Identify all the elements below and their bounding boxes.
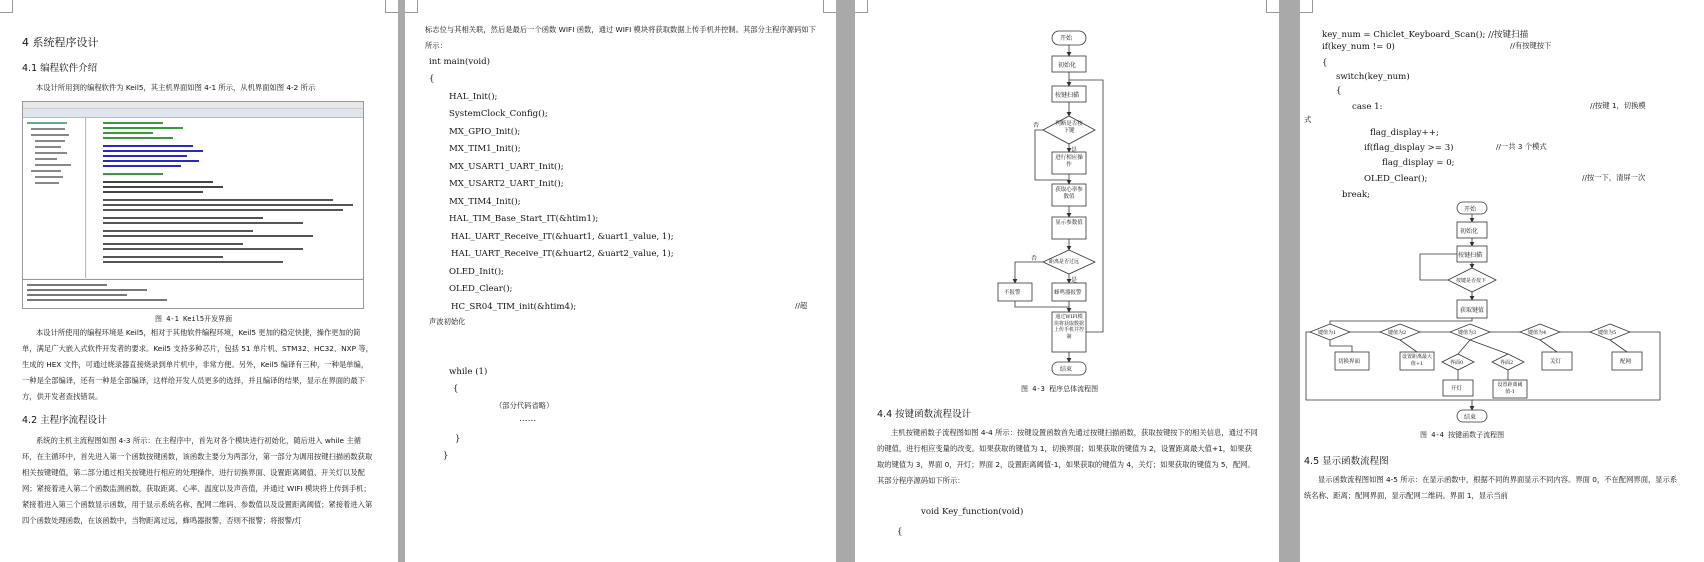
section-heading: 4.5 显示函数流程图	[1304, 456, 1389, 467]
fc-scan: 按键扫描	[1458, 252, 1483, 259]
flow-acquire: 获取心率参数值	[1055, 187, 1083, 200]
paragraph: 系统的主机主流程图如图 4-3 所示：在主程序中，首先对各个模块进行初始化，随后进入 while 主循环，在主循环中，首先进入第一个函数按键函数，该函数主要分为两部分，第一部分为调用按键扫描函数获取相关按键键值，第二部分通过相关按键进行相应的处理操作，进行切换界面、设置距离阈值、开关灯以及配网；紧接着进入第二个函数监测函数，获取距离、心率、温度以及声音值，并通过 WIFI 模块将上传到手机；紧接着进入第三个函数显示函数，用于显示系统名称、配网二维码、参数值以及设置距离阈值；紧接着进入第四个函数处理函数，在该函数中，当物距离过远，蜂鸣器报警，否则不报警；将报警/灯	[22, 436, 373, 525]
code-line: HAL_UART_Receive_IT(&huart1, &uart1_value, 1);	[451, 232, 674, 242]
code-line: {	[1336, 86, 1342, 96]
code-line: {	[897, 527, 903, 537]
code-line: MX_USART1_UART_Init();	[449, 162, 564, 172]
code-line: HAL_TIM_Base_Start_IT(&htim1);	[449, 214, 599, 224]
code-line: MX_TIM4_Init();	[449, 197, 521, 207]
fc-setminus: 设置距离阈值-1	[1497, 382, 1523, 395]
code-line: break;	[1342, 190, 1370, 200]
code-line: flag_display++;	[1370, 128, 1439, 138]
fc-switch: 切换界面	[1338, 359, 1361, 365]
flow-display: 显示参数值	[1055, 220, 1083, 226]
code-line: {	[429, 74, 435, 84]
code-comment: //按一下，清屏一次	[1582, 173, 1646, 182]
code-comment: //超	[795, 301, 808, 310]
figure-caption: 图 4-1 Keil5开发界面	[155, 315, 233, 323]
paragraph: 本设计所用到的编程软件为 Keil5，其主机界面如图 4-1 所示，从机界面如图 4-2 所示	[36, 83, 316, 92]
code-comment: 声波初始化	[429, 317, 466, 326]
flow-wifi: 通过WIFI模块将获取数据上传手机并控制	[1053, 314, 1084, 340]
ide-toolbar	[23, 109, 363, 118]
code-line: OLED_Init();	[449, 267, 504, 277]
fc-k1: 键值为1	[1318, 330, 1337, 336]
crop-mark	[823, 0, 836, 13]
fc-get: 获取键值	[1460, 307, 1485, 314]
code-line: MX_TIM1_Init();	[449, 144, 521, 154]
fc-k5: 键值为5	[1598, 330, 1617, 336]
code-line: case 1:	[1352, 102, 1383, 112]
crop-mark	[385, 0, 398, 13]
flow-keyscan: 按键扫描	[1055, 92, 1080, 99]
flow-init: 初始化	[1058, 62, 1077, 69]
fc-light: 开灯	[1451, 386, 1463, 392]
fc-k2: 键值为2	[1388, 330, 1407, 336]
flow-distance: 距离是否过远	[1049, 259, 1080, 265]
ide-menubar	[23, 102, 363, 109]
code-line: int main(void)	[429, 57, 491, 67]
code-line: switch(key_num)	[1336, 72, 1410, 82]
code-comment: //按键 1，切换模	[1590, 101, 1646, 110]
code-line: MX_GPIO_Init();	[449, 127, 521, 137]
code-ellipsis: ……	[519, 414, 537, 424]
code-line: HAL_UART_Receive_IT(&huart2, &uart2_value, 1);	[451, 249, 674, 259]
fc-init: 初始化	[1460, 228, 1479, 235]
code-comment: //一共 3 个模式	[1496, 142, 1547, 151]
keil-screenshot	[22, 101, 364, 309]
document-page-1	[0, 0, 398, 562]
document-page-4	[1300, 0, 1704, 562]
paragraph: 主机按键函数子流程图如图 4-4 所示：按键设置函数首先通过按键扫描函数，获取按键按下的相关信息，通过不同的键值，进行相应变量的改变。如果获取的键值为 1，切换界面；如果获取的键值为 2，设置距离最大值+1，如果获取的键值为 3，界面 0，开灯；界面 2，设置距离阈值-1，如果获取的键值为 4，关灯；如果获取的键值为 5，配网。其部分程序源码如下所示：	[877, 428, 1258, 485]
crop-mark	[1300, 0, 1313, 13]
fc-if0: 界面0	[1450, 360, 1464, 366]
flow-alarm: 蜂鸣器报警	[1054, 290, 1082, 296]
flow-process: 进行相应操作	[1055, 155, 1083, 168]
code-omitted-note: （部分代码省略）	[495, 401, 554, 410]
code-line: OLED_Clear();	[449, 284, 513, 294]
flow-yes-label: 是	[1071, 147, 1078, 154]
section-heading: 4.1 编程软件介绍	[22, 63, 98, 74]
fc-if2: 界面2	[1500, 360, 1514, 366]
code-line: MX_USART2_UART_Init();	[449, 179, 564, 189]
paragraph: 本设计所使用的编程环境是 Keil5，相对于其他软件编程环境，Keil5 更加的稳定快捷，操作更加的简单，满足广大嵌入式软件开发者的要求。Keil5 支持多种芯片，包括 51 单片机、STM32、HC32、NXP 等，生成的 HEX 文件，可通过烧录器直接烧录到单片机中，非常方便。另外，Keil5 编译有三种，一种是单编，一种是全部编译，还有一种是全部编译，这样给开发人员更多的选择，并且编译的结果，显示在界面的最下方，供开发者查找错误。	[22, 328, 373, 401]
code-line: flag_display = 0;	[1382, 158, 1455, 168]
section-heading: 4.4 按键函数流程设计	[877, 409, 972, 420]
fc-start: 开始	[1464, 206, 1477, 213]
ide-build-output	[23, 279, 363, 308]
ide-project-tree	[23, 118, 86, 278]
flow-yes-label: 是	[1071, 277, 1078, 284]
code-line: HAL_Init();	[449, 92, 498, 102]
code-line: if(flag_display >= 3)	[1364, 143, 1454, 153]
document-page-3	[855, 0, 1279, 562]
code-line: OLED_Clear();	[1364, 174, 1428, 184]
fc-k3: 键值为3	[1458, 330, 1477, 336]
chapter-heading: 4 系统程序设计	[22, 36, 99, 49]
flow-judge: 判断是否按下键	[1055, 121, 1083, 134]
crop-mark	[405, 0, 418, 13]
document-page-2	[405, 0, 836, 562]
ide-editor	[87, 118, 363, 278]
code-line: }	[455, 434, 461, 444]
code-line: key_num = Chiclet_Keyboard_Scan(); //按键扫描	[1322, 30, 1529, 40]
flow-notalarm: 不报警	[1004, 290, 1021, 296]
code-line: SystemClock_Config();	[449, 109, 548, 119]
code-comment: 式	[1304, 115, 1312, 124]
flow-start: 开始	[1060, 35, 1073, 42]
figure-caption: 图 4-3 程序总体流程图	[1021, 385, 1099, 393]
paragraph: 标志位与其相关联，然后是最后一个函数 WIFI 函数，通过 WIFI 模块将获取数据上传手机并控制。其部分主程序源码如下所示：	[425, 25, 816, 50]
crop-mark	[0, 0, 13, 13]
code-line: HC_SR04_TIM_init(&htim4);	[451, 302, 577, 312]
fc-judge: 按键是否按下	[1456, 278, 1487, 284]
paragraph: 显示函数流程图如图 4-5 所示：在显示函数中，根据不同的界面显示不同内容。界面 0，不在配网界面，显示系统名称、距离；配网界面，显示配网二维码。界面 1，显示当前	[1304, 475, 1678, 500]
code-comment: //有按键按下	[1510, 41, 1552, 50]
code-line: }	[443, 451, 449, 461]
fc-setplus: 设置距离最大值+1	[1401, 354, 1432, 367]
code-line: if(key_num != 0)	[1322, 42, 1395, 52]
code-line: void Key_function(void)	[921, 507, 1024, 517]
flow-no-label: 否	[1033, 122, 1040, 129]
fc-k4: 键值为4	[1528, 330, 1547, 336]
fc-net: 配网	[1620, 359, 1632, 365]
fc-off: 关灯	[1550, 359, 1562, 365]
key-function-flowchart	[1300, 200, 1704, 450]
code-line: {	[453, 384, 459, 394]
fc-end: 结束	[1464, 414, 1477, 421]
code-line: {	[1322, 58, 1328, 68]
figure-caption: 图 4-4 按键函数子流程图	[1420, 431, 1505, 439]
flow-end: 结束	[1060, 366, 1073, 373]
code-line: while (1)	[449, 367, 488, 377]
section-heading: 4.2 主程序流程设计	[22, 415, 107, 426]
flow-no-label: 否	[1031, 255, 1038, 262]
